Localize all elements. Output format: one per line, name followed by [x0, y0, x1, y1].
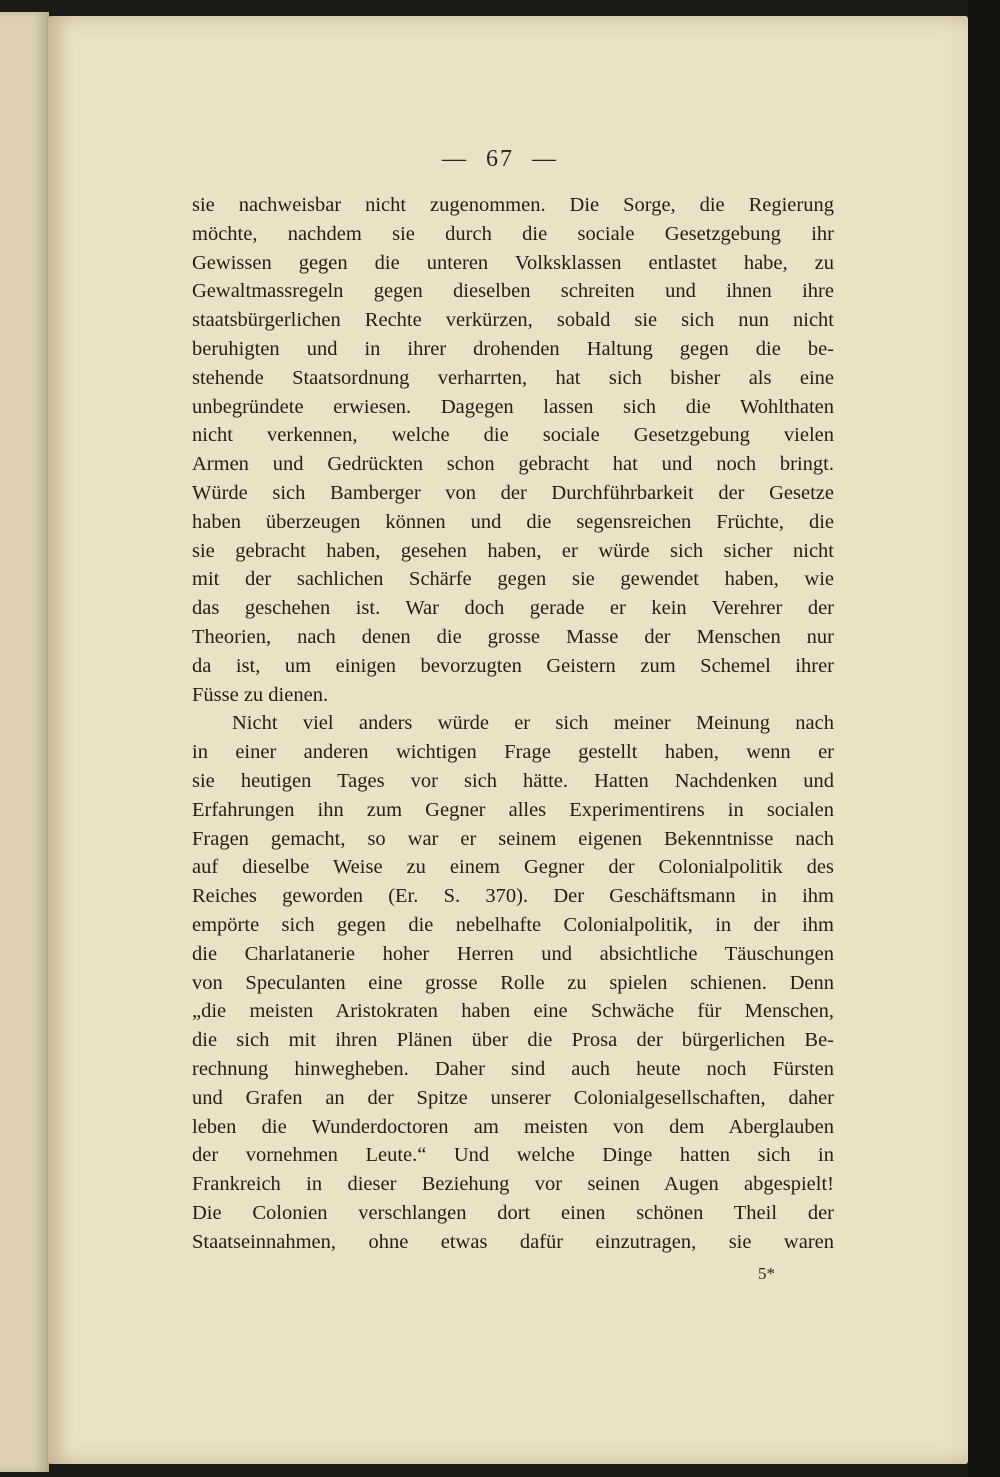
- text-line: Reiches geworden (Er. S. 370). Der Geschäftsmann in ihm: [192, 885, 834, 908]
- page-number: 67: [486, 146, 514, 172]
- text-line: stehende Staatsordnung verharrten, hat sich bisher als eine: [192, 366, 834, 389]
- text-line: sie nachweisbar nicht zugenommen. Die Sorge, die Regierung: [192, 194, 834, 216]
- text-line: beruhigten und in ihrer drohenden Haltung gegen die be-: [192, 337, 834, 360]
- text-line: von Speculanten eine grosse Rolle zu spielen schienen. Denn: [192, 971, 834, 994]
- text-line: in einer anderen wichtigen Frage gestellt haben, wenn er: [192, 741, 834, 764]
- signature-mark: 5*: [758, 1264, 775, 1283]
- text-line: da ist, um einigen bevorzugten Geistern zum Schemel ihrer: [192, 654, 834, 677]
- text-line: Die Colonien verschlangen dort einen schönen Theil der: [192, 1201, 834, 1224]
- text-line: die Charlatanerie hoher Herren und absichtliche Täuschungen: [192, 942, 834, 965]
- text-line: Würde sich Bamberger von der Durchführbarkeit der Gesetze: [192, 481, 834, 504]
- text-line: Fragen gemacht, so war er seinem eigenen Bekenntnisse nach: [192, 827, 834, 850]
- text-line: nicht verkennen, welche die sociale Gesetzgebung vielen: [192, 424, 834, 447]
- text-line: sie heutigen Tages vor sich hätte. Hatten Nachdenken und: [192, 769, 834, 792]
- text-line: staatsbürgerlichen Rechte verkürzen, sobald sie sich nun nicht: [192, 309, 834, 332]
- text-line: und Grafen an der Spitze unserer Colonialgesellschaften, daher: [192, 1086, 834, 1109]
- body-text: [192, 191, 834, 1256]
- text-line: möchte, nachdem sie durch die sociale Gesetzgebung ihr: [192, 222, 834, 245]
- text-line: leben die Wunderdoctoren am meisten von dem Aberglauben: [192, 1115, 834, 1138]
- header-dash-left: —: [442, 146, 468, 172]
- text-line: Gewissen gegen die unteren Volksklassen entlastet habe, zu: [192, 251, 834, 274]
- text-line: Armen und Gedrückten schon gebracht hat und noch bringt.: [192, 453, 834, 476]
- text-line: haben überzeugen können und die segensreichen Früchte, die: [192, 510, 834, 533]
- text-line: Theorien, nach denen die grosse Masse der Menschen nur: [192, 625, 834, 648]
- text-line: rechnung hinwegheben. Daher sind auch heute noch Fürsten: [192, 1057, 834, 1080]
- scan-border: [968, 0, 1000, 1477]
- paragraph-2: [192, 709, 834, 1256]
- text-line: Füsse zu dienen.: [192, 683, 329, 706]
- page-number-header: [0, 146, 1000, 173]
- text-line: „die meisten Aristokraten haben eine Schwäche für Menschen,: [192, 1000, 834, 1023]
- left-page-edge: [0, 12, 49, 1472]
- text-line: empörte sich gegen die nebelhafte Colonialpolitik, in der ihm: [192, 913, 834, 936]
- text-line: auf dieselbe Weise zu einem Gegner der Colonialpolitik des: [192, 856, 834, 879]
- text-line: unbegründete erwiesen. Dagegen lassen sich die Wohlthaten: [192, 395, 834, 418]
- text-line: Frankreich in dieser Beziehung vor seinen Augen abgespielt!: [192, 1173, 834, 1196]
- text-line: mit der sachlichen Schärfe gegen sie gewendet haben, wie: [192, 568, 834, 591]
- text-line: Staatseinnahmen, ohne etwas dafür einzutragen, sie waren: [192, 1230, 834, 1253]
- text-line: die sich mit ihren Plänen über die Prosa der bürgerlichen Be-: [192, 1029, 834, 1052]
- paragraph-1: [192, 191, 834, 709]
- text-line: Erfahrungen ihn zum Gegner alles Experimentirens in socialen: [192, 798, 834, 821]
- header-dash-right: —: [532, 146, 558, 172]
- text-line: das geschehen ist. War doch gerade er kein Verehrer der: [192, 597, 834, 620]
- text-line: der vornehmen Leute.“ Und welche Dinge hatten sich in: [192, 1144, 834, 1167]
- text-line: sie gebracht haben, gesehen haben, er würde sich sicher nicht: [192, 539, 834, 562]
- text-line: Gewaltmassregeln gegen dieselben schreiten und ihnen ihre: [192, 280, 834, 303]
- text-line: Nicht viel anders würde er sich meiner Meinung nach: [232, 712, 834, 735]
